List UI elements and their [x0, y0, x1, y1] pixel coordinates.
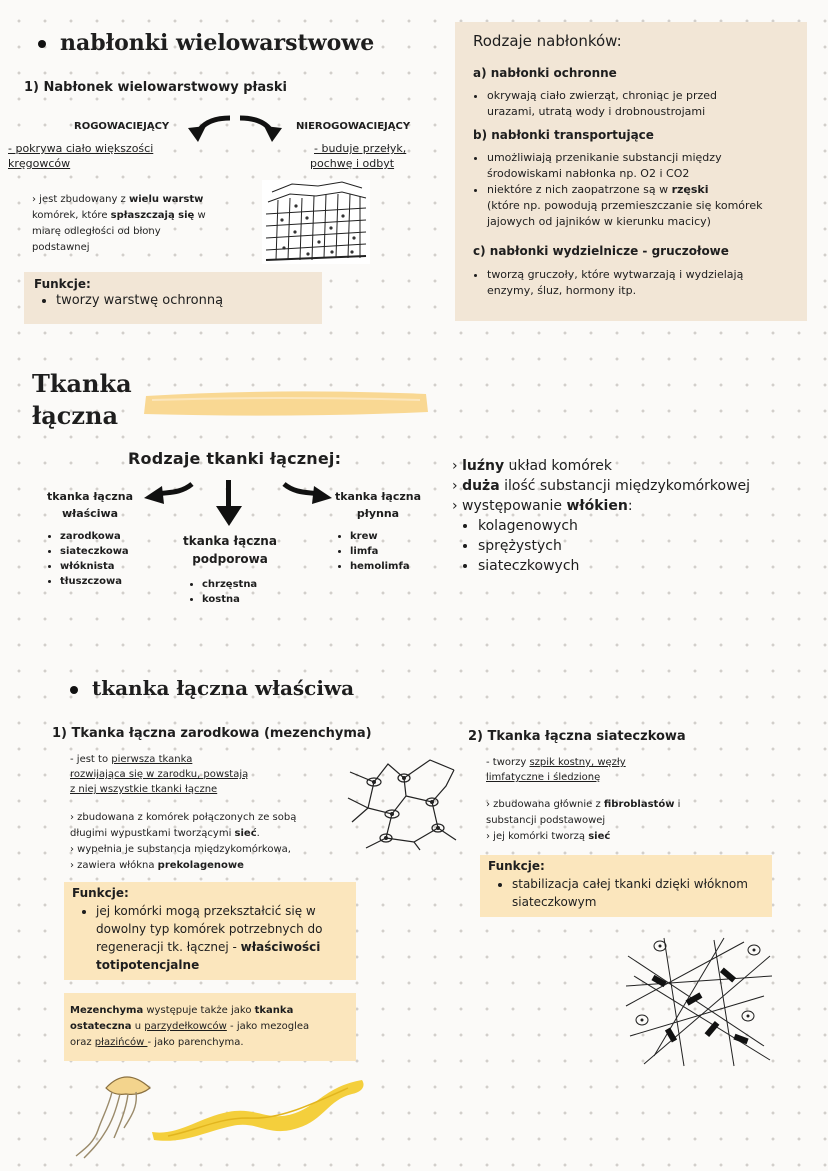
list-item: • tworzy warstwę ochronną — [56, 293, 223, 308]
feature-fibers: › występowanie włókien: — [452, 498, 633, 514]
reticular-points: › zbudowana głównie z fibroblastów i substancji podstawowej › jej komórki tworzą sieć — [486, 799, 681, 842]
feature-matrix: › duża ilość substancji międzykomórkowej — [452, 478, 751, 494]
mesenchyme-note: Mezenchyma występuje także jako tkanka ostateczna u parzydełkowców - jako mezoglea oraz płazińców - jako parenchyma. — [70, 1005, 310, 1048]
heading-bullet — [70, 686, 78, 694]
supporting-connective-label: tkanka łączna podporowa — [183, 534, 277, 566]
list-item: • kolagenowych — [478, 516, 750, 536]
list-item: • tworzą gruczoły, które wytwarzają i wydzielają enzymy, śluz, hormony itp. — [487, 267, 821, 299]
flatworm-illustration — [148, 1072, 370, 1144]
transport-title: b) nabłonki transportujące — [473, 128, 654, 142]
stratified-description: › jest zbudowany z wielu warstw komórek, które spłaszczają się w miarę odległości od błony podstawnej — [32, 194, 206, 253]
subheading-reticular: 2) Tkanka łączna siateczkowa — [468, 729, 686, 744]
connective-types-title: Rodzaje tkanki łącznej: — [128, 449, 342, 468]
epithelium-types-box — [455, 22, 807, 321]
mesenchyme-points: › zbudowana z komórek połączonych ze sobą długimi wypustkami tworzącymi sieć. › wypełnia je substancja międzykomórkowa, › zawiera włókna prekolagenowe — [70, 812, 297, 871]
mesenchyme-illustration — [344, 752, 462, 852]
list-item: • zarodkowa — [60, 529, 129, 544]
fluid-connective-list — [332, 529, 410, 574]
subheading-stratified-squamous: 1) Nabłonek wielowarstwowy płaski — [24, 80, 287, 95]
arrow-left-icon — [142, 478, 198, 510]
protective-list — [469, 88, 817, 120]
label-keratinized: ROGOWACIEJĄCY — [74, 121, 170, 132]
arrow-down-icon — [214, 480, 244, 528]
fiber-types-list — [452, 516, 750, 576]
label-non-keratinized: NIEROGOWACIEJĄCY — [296, 121, 411, 132]
feature-loose: › luźny układ komórek — [452, 458, 612, 474]
list-item: • siateczkowa — [60, 544, 129, 559]
list-item: • sprężystych — [478, 536, 750, 556]
list-item: • okrywają ciało zwierząt, chroniąc je przed urazami, utratą wody i drobnoustrojami — [487, 88, 817, 120]
arrow-right-icon — [278, 478, 334, 510]
list-item: • włóknista — [60, 559, 129, 574]
section-heading-epithelium: nabłonki wielowarstwowe — [38, 30, 374, 56]
list-item: • hemolimfa — [350, 559, 410, 574]
list-item: • jej komórki mogą przekształcić się w dowolny typ komórek potrzebnych do regeneracji tk. łącznej - właściwości totipotencjalne — [96, 902, 356, 974]
transport-list — [469, 150, 821, 230]
reticular-definition: - tworzy szpik kostny, węzły limfatyczne i śledzionę — [486, 757, 626, 783]
secretory-title: c) nabłonki wydzielnicze - gruczołowe — [473, 244, 729, 258]
subheading-mesenchyme: 1) Tkanka łączna zarodkowa (mezenchyma) — [52, 726, 372, 741]
functions-box-reticular — [480, 855, 772, 917]
list-item: • chrzęstna — [202, 577, 257, 592]
mesenchyme-definition: - jest to pierwsza tkanka rozwijająca się w zarodku, powstają z niej wszystkie tkanki łączne — [70, 754, 249, 795]
proper-connective-label: tkanka łączna właściwa — [46, 490, 134, 520]
stratified-epithelium-illustration — [262, 180, 370, 264]
list-item: • krew — [350, 529, 410, 544]
section-heading-proper-connective: tkanka łączna właściwa — [70, 676, 354, 700]
supporting-connective-list — [184, 577, 257, 607]
functions-title: Funkcje: — [34, 277, 91, 291]
mesenchyme-note-box — [64, 993, 356, 1061]
secretory-list — [469, 267, 821, 299]
list-item: • stabilizacja całej tkanki dzięki włóknom siateczkowym — [512, 875, 782, 911]
fluid-connective-label: tkanka łączna płynna — [334, 490, 422, 520]
functions-box-epithelium — [24, 272, 322, 324]
protective-title: a) nabłonki ochronne — [473, 66, 617, 80]
split-arrows-icon — [186, 112, 286, 146]
proper-connective-list — [42, 529, 129, 589]
functions-title: Funkcje: — [488, 859, 545, 873]
functions-title: Funkcje: — [72, 886, 129, 900]
reticular-tissue-illustration — [624, 936, 774, 1068]
connective-tissue-title: Tkanka łączna — [32, 369, 132, 430]
list-item: • kostna — [202, 592, 257, 607]
heading-bullet — [38, 40, 46, 48]
non-keratinized-description: - buduje przełyk, pochwę i odbyt — [310, 142, 407, 170]
functions-list — [38, 293, 223, 308]
list-item: • siateczkowych — [478, 556, 750, 576]
connective-features — [452, 456, 750, 576]
list-item: • tłuszczowa — [60, 574, 129, 589]
functions-list — [494, 875, 782, 911]
types-box-title: Rodzaje nabłonków: — [473, 32, 622, 50]
keratinized-description: - pokrywa ciało większości kręgowców — [8, 142, 154, 170]
functions-box-mesenchyme — [64, 882, 356, 980]
jellyfish-illustration — [68, 1068, 158, 1160]
list-item: • umożliwiają przenikanie substancji między środowiskami nabłonka np. O2 i CO2 — [487, 150, 821, 182]
list-item: • niektóre z nich zaopatrzone są w rzęski (które np. powodują przemieszczanie się komórek jajowych od jajników w kierunku macicy) — [487, 182, 821, 230]
list-item: • limfa — [350, 544, 410, 559]
functions-list — [78, 902, 356, 974]
highlighter-stroke — [140, 386, 432, 420]
